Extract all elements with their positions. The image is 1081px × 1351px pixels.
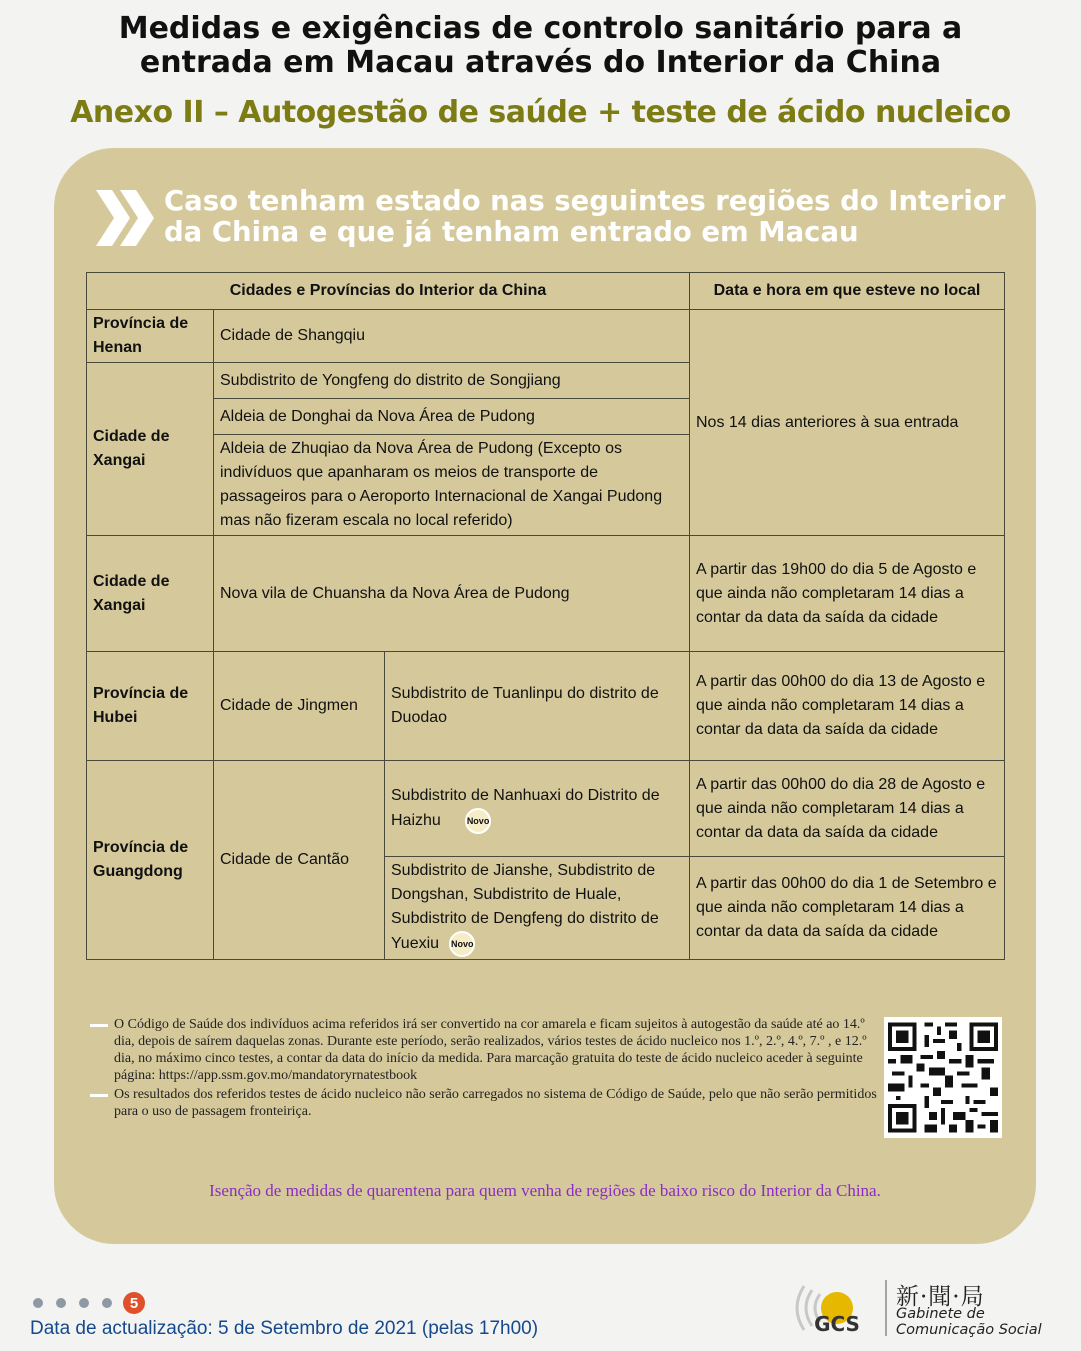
table-row <box>87 536 1005 652</box>
district-cell <box>385 761 690 857</box>
note-item <box>88 1086 878 1120</box>
new-badge: Novo <box>449 931 475 957</box>
logo-line-1: Gabinete de <box>896 1306 985 1322</box>
section-heading <box>164 186 1024 248</box>
update-date: Data de actualização: 5 de Setembro de 2021 (pelas 17h00) <box>30 1318 539 1339</box>
province-cell: Província de Guangdong <box>87 761 214 960</box>
province-cell: Província de Henan <box>87 310 214 363</box>
column-header-regions: Cidades e Províncias do Interior da China <box>87 273 690 310</box>
table-header-row <box>87 273 1005 310</box>
date-cell: A partir das 00h00 do dia 28 de Agosto e que ainda não completaram 14 dias a contar da data da saída da cidade <box>690 761 1005 857</box>
date-cell: A partir das 00h00 do dia 13 de Agosto e que ainda não completaram 14 dias a contar da data da saída da cidade <box>690 652 1005 761</box>
note-text: O Código de Saúde dos indivíduos acima referidos irá ser convertido na cor amarela e ficam sujeitos à autogestão da saúde até ao 14.º dia, depois de saírem daquelas zonas. Durante este período, serão realizados, vários testes de ácido nucleico nos 1.º, 2.º, 4.º, 7.º , e 12.º dia, no máximo cinco testes, a contar da data do início da medida. Para marcação gratuita do teste de ácido nucleico aceder à seguinte página: https://app.ssm.gov.mo/mandatoryrnatestbook <box>114 1017 867 1083</box>
district-cell <box>385 857 690 960</box>
district-cell: Subdistrito de Tuanlinpu do distrito de Duodao <box>385 652 690 761</box>
date-cell: A partir das 00h00 do dia 1 de Setembro e que ainda não completaram 14 dias a contar da data da saída da cidade <box>690 857 1005 960</box>
table-row <box>87 652 1005 761</box>
new-badge: Novo <box>465 808 491 834</box>
dash-icon <box>90 1094 108 1097</box>
page-subtitle: Anexo II – Autogestão de saúde + teste de ácido nucleico <box>70 95 1011 130</box>
page-dots-icon <box>32 1292 162 1314</box>
date-cell: Nos 14 dias anteriores à sua entrada <box>690 310 1005 536</box>
title-line-1: Medidas e exigências de controlo sanitário para a <box>118 11 963 46</box>
district-text: Subdistrito de Jianshe, Subdistrito de Dongshan, Subdistrito de Huale, Subdistrito de Dengfeng do distrito de Yuexiu <box>391 862 659 953</box>
page-number: 5 <box>129 1295 139 1312</box>
logo-chinese: 新·聞·局 <box>896 1284 985 1310</box>
double-chevron-icon <box>94 190 156 246</box>
column-header-date: Data e hora em que esteve no local <box>690 273 1005 310</box>
city-cell: Cidade de Jingmen <box>214 652 385 761</box>
note-item <box>88 1016 878 1084</box>
province-cell: Cidade de Xangai <box>87 536 214 652</box>
province-cell: Província de Hubei <box>87 652 214 761</box>
notes-section <box>88 1016 878 1122</box>
city-cell: Cidade de Shangqiu <box>214 310 690 363</box>
regions-table <box>86 272 1005 960</box>
exemption-note: Isenção de medidas de quarentena para quem venha de regiões de baixo risco do Interior da China. <box>209 1181 881 1200</box>
page-title <box>0 12 1081 80</box>
district-cell: Aldeia de Donghai da Nova Área de Pudong <box>214 399 690 435</box>
city-cell: Cidade de Cantão <box>214 761 385 960</box>
table-row <box>87 761 1005 857</box>
note-text: Os resultados dos referidos testes de ácido nucleico não serão carregados no sistema de Código de Saúde, pelo que não serão permitidos para o uso de passagem fronteiriça. <box>114 1087 877 1119</box>
district-cell: Nova vila de Chuansha da Nova Área de Pudong <box>214 536 690 652</box>
heading-line-2: da China e que já tenham entrado em Macau <box>164 216 859 248</box>
table-row <box>87 310 1005 363</box>
qr-code-icon[interactable] <box>884 1017 1002 1138</box>
district-cell: Aldeia de Zhuqiao da Nova Área de Pudong (Excepto os indivíduos que apanharam os meios de transporte de passageiros para o Aeroporto Internacional de Xangai Pudong mas não fizeram escala no local referido) <box>214 435 690 536</box>
district-cell: Subdistrito de Yongfeng do distrito de Songjiang <box>214 363 690 399</box>
dash-icon <box>90 1024 108 1027</box>
logo-text <box>896 1306 1042 1338</box>
title-line-2: entrada em Macau através do Interior da China <box>139 45 942 80</box>
logo-line-2: Comunicação Social <box>896 1322 1042 1338</box>
province-cell: Cidade de Xangai <box>87 363 214 536</box>
date-cell: A partir das 19h00 do dia 5 de Agosto e que ainda não completaram 14 dias a contar da data da saída da cidade <box>690 536 1005 652</box>
logo-mark: GCS <box>814 1312 860 1336</box>
district-text: Subdistrito de Nanhuaxi do Distrito de Haizhu <box>391 786 660 829</box>
heading-line-1: Caso tenham estado nas seguintes regiões do Interior <box>164 185 1006 217</box>
